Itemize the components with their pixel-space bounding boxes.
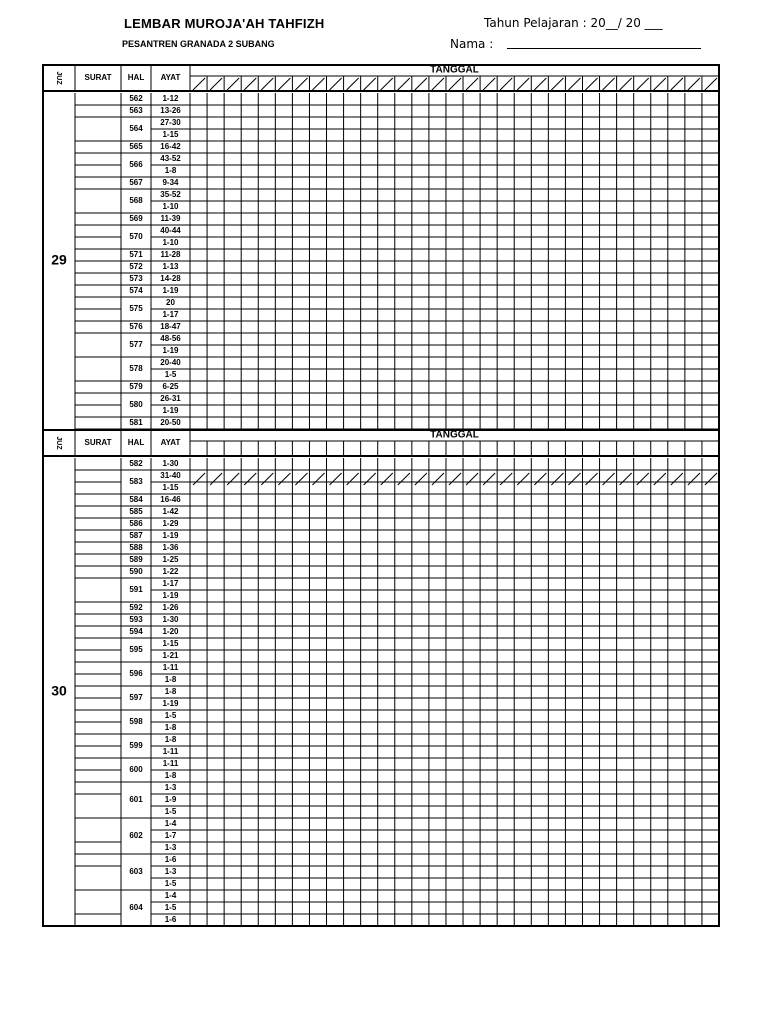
ayat-range: 11-39: [160, 214, 181, 224]
date-slash: [500, 78, 512, 90]
hal-number: 583: [129, 477, 143, 487]
date-slash: [347, 78, 359, 90]
juz-number: 29: [51, 251, 67, 268]
sheet-title: LEMBAR MUROJA'AH TAHFIZH: [124, 16, 325, 31]
date-slash: [244, 473, 256, 485]
hal-number: 581: [129, 418, 143, 428]
ayat-range: 1-5: [164, 711, 177, 721]
name-label: Nama :: [450, 37, 494, 51]
date-slash: [381, 473, 393, 485]
date-slash: [261, 473, 273, 485]
ayat-range: 1-3: [164, 843, 177, 853]
ayat-range: 13-26: [160, 106, 181, 116]
date-slash: [227, 473, 239, 485]
hal-number: 564: [129, 124, 143, 134]
ayat-range: 1-42: [162, 507, 179, 517]
ayat-range: 1-30: [162, 459, 179, 469]
ayat-range: 20-40: [160, 358, 181, 368]
table-outer-border: [43, 65, 719, 926]
date-slash: [551, 473, 563, 485]
date-slash: [483, 78, 495, 90]
hal-number: 566: [129, 160, 143, 170]
ayat-range: 1-30: [162, 615, 179, 625]
date-slash: [671, 78, 683, 90]
hal-number: 586: [129, 519, 143, 529]
hal-number: 599: [129, 741, 143, 751]
juz-number: 30: [51, 682, 67, 699]
ayat-range: 1-19: [162, 699, 179, 709]
ayat-range: 1-3: [164, 867, 177, 877]
ayat-range: 1-8: [164, 723, 177, 733]
date-slash: [585, 473, 597, 485]
hal-number: 574: [129, 286, 143, 296]
ayat-range: 1-15: [162, 639, 179, 649]
hal-column-header: HAL: [127, 73, 145, 83]
hal-number: 563: [129, 106, 143, 116]
hal-number: 580: [129, 400, 143, 410]
date-slash: [295, 473, 307, 485]
ayat-range: 1-19: [162, 286, 179, 296]
date-slash: [364, 473, 376, 485]
hal-number: 579: [129, 382, 143, 392]
ayat-range: 20-50: [160, 418, 181, 428]
hal-number: 571: [129, 250, 143, 260]
ayat-range: 1-10: [162, 202, 179, 212]
ayat-range: 1-8: [164, 675, 177, 685]
ayat-column-header: AYAT: [160, 73, 181, 83]
hal-number: 572: [129, 262, 143, 272]
ayat-range: 1-13: [162, 262, 179, 272]
date-slash: [688, 473, 700, 485]
date-slash: [330, 473, 342, 485]
ayat-range: 1-19: [162, 531, 179, 541]
surat-column-header: SURAT: [84, 73, 112, 83]
ayat-range: 6-25: [162, 382, 179, 392]
ayat-range: 1-8: [164, 735, 177, 745]
date-slash: [193, 78, 205, 90]
ayat-range: 1-19: [162, 591, 179, 601]
ayat-range: 1-3: [164, 783, 177, 793]
hal-number: 576: [129, 322, 143, 332]
ayat-range: 31-40: [160, 471, 181, 481]
ayat-range: 1-11: [162, 663, 179, 673]
ayat-range: 1-5: [164, 879, 177, 889]
ayat-range: 1-12: [162, 94, 179, 104]
hal-number: 570: [129, 232, 143, 242]
date-slash: [312, 78, 324, 90]
date-slash: [330, 78, 342, 90]
ayat-range: 1-5: [164, 370, 177, 380]
date-slash: [637, 78, 649, 90]
hal-number: 601: [129, 795, 143, 805]
date-slash: [637, 473, 649, 485]
date-slash: [278, 473, 290, 485]
date-slash: [688, 78, 700, 90]
hal-number: 592: [129, 603, 143, 613]
date-slash: [210, 78, 222, 90]
date-slash: [654, 78, 666, 90]
date-slash: [517, 78, 529, 90]
juz-column-header: JUZ: [55, 71, 63, 85]
ayat-range: 18-47: [160, 322, 181, 332]
ayat-range: 1-20: [162, 627, 179, 637]
ayat-range: 1-8: [164, 166, 177, 176]
date-slash: [364, 78, 376, 90]
tanggal-column-header: TANGGAL: [430, 429, 479, 441]
date-slash: [193, 473, 205, 485]
ayat-range: 16-42: [160, 142, 181, 152]
date-slash: [381, 78, 393, 90]
ayat-range: 1-4: [164, 819, 177, 829]
ayat-range: 1-11: [162, 747, 179, 757]
date-slash: [449, 78, 461, 90]
hal-number: 597: [129, 693, 143, 703]
date-slash: [227, 78, 239, 90]
ayat-range: 1-4: [164, 891, 177, 901]
ayat-range: 1-8: [164, 687, 177, 697]
date-slash: [278, 78, 290, 90]
hal-number: 595: [129, 645, 143, 655]
hal-number: 573: [129, 274, 143, 284]
date-slash: [483, 473, 495, 485]
date-slash: [398, 78, 410, 90]
ayat-range: 1-22: [162, 567, 179, 577]
academic-year-field: Tahun Pelajaran : 20__/ 20 ___: [484, 16, 663, 30]
hal-number: 577: [129, 340, 143, 350]
date-slash: [517, 473, 529, 485]
hal-number: 585: [129, 507, 143, 517]
date-slash: [705, 473, 717, 485]
hal-number: 584: [129, 495, 143, 505]
ayat-range: 43-52: [160, 154, 181, 164]
ayat-range: 1-25: [162, 555, 179, 565]
date-slash: [347, 473, 359, 485]
ayat-range: 1-5: [164, 903, 177, 913]
date-slash: [466, 78, 478, 90]
ayat-column-header: AYAT: [160, 438, 181, 448]
ayat-range: 48-56: [160, 334, 181, 344]
hal-number: 562: [129, 94, 143, 104]
date-slash: [295, 78, 307, 90]
hal-number: 598: [129, 717, 143, 727]
date-slash: [500, 473, 512, 485]
date-slash: [671, 473, 683, 485]
hal-number: 604: [129, 903, 143, 913]
date-slash: [603, 473, 615, 485]
ayat-range: 9-34: [162, 178, 179, 188]
date-slash: [398, 473, 410, 485]
date-slash: [568, 473, 580, 485]
hal-number: 594: [129, 627, 143, 637]
hal-number: 565: [129, 142, 143, 152]
hal-number: 587: [129, 531, 143, 541]
ayat-range: 1-7: [164, 831, 177, 841]
date-slash: [654, 473, 666, 485]
hal-number: 590: [129, 567, 143, 577]
ayat-range: 1-9: [164, 795, 177, 805]
date-slash: [620, 473, 632, 485]
hal-number: 567: [129, 178, 143, 188]
hal-number: 593: [129, 615, 143, 625]
date-slash: [312, 473, 324, 485]
date-slash: [534, 78, 546, 90]
date-slash: [244, 78, 256, 90]
ayat-range: 1-19: [162, 406, 179, 416]
ayat-range: 1-6: [164, 855, 177, 865]
date-slash: [432, 78, 444, 90]
date-slash: [705, 78, 717, 90]
ayat-range: 1-29: [162, 519, 179, 529]
ayat-range: 1-8: [164, 771, 177, 781]
ayat-range: 1-15: [162, 130, 179, 140]
ayat-range: 16-46: [160, 495, 181, 505]
ayat-range: 1-21: [162, 651, 179, 661]
ayat-range: 1-26: [162, 603, 179, 613]
ayat-range: 26-31: [160, 394, 181, 404]
ayat-range: 1-17: [162, 579, 179, 589]
hal-number: 600: [129, 765, 143, 775]
ayat-range: 1-17: [162, 310, 179, 320]
date-slash: [603, 78, 615, 90]
ayat-range: 1-5: [164, 807, 177, 817]
hal-number: 596: [129, 669, 143, 679]
hal-number: 588: [129, 543, 143, 553]
hal-number: 603: [129, 867, 143, 877]
hal-column-header: HAL: [127, 438, 145, 448]
surat-column-header: SURAT: [84, 438, 112, 448]
tanggal-column-header: TANGGAL: [430, 64, 479, 76]
date-slash: [568, 78, 580, 90]
ayat-range: 27-30: [160, 118, 181, 128]
ayat-range: 14-28: [160, 274, 181, 284]
school-name: PESANTREN GRANADA 2 SUBANG: [122, 39, 275, 49]
date-slash: [415, 473, 427, 485]
ayat-range: 40-44: [160, 226, 181, 236]
hal-number: 578: [129, 364, 143, 374]
date-slash: [449, 473, 461, 485]
date-slash: [466, 473, 478, 485]
date-slash: [432, 473, 444, 485]
ayat-range: 1-36: [162, 543, 179, 553]
hal-number: 591: [129, 585, 143, 595]
ayat-range: 1-15: [162, 483, 179, 493]
date-slash: [261, 78, 273, 90]
juz-column-header: JUZ: [55, 436, 63, 450]
ayat-range: 1-19: [162, 346, 179, 356]
hal-number: 569: [129, 214, 143, 224]
hal-number: 582: [129, 459, 143, 469]
ayat-range: 35-52: [160, 190, 181, 200]
date-slash: [620, 78, 632, 90]
hal-number: 602: [129, 831, 143, 841]
ayat-range: 1-10: [162, 238, 179, 248]
ayat-range: 20: [166, 298, 175, 308]
hal-number: 589: [129, 555, 143, 565]
ayat-range: 1-6: [164, 915, 177, 925]
date-slash: [585, 78, 597, 90]
date-slash: [551, 78, 563, 90]
ayat-range: 11-28: [160, 250, 181, 260]
ayat-range: 1-11: [162, 759, 179, 769]
date-slash: [210, 473, 222, 485]
hal-number: 568: [129, 196, 143, 206]
date-slash: [534, 473, 546, 485]
date-slash: [415, 78, 427, 90]
hal-number: 575: [129, 304, 143, 314]
